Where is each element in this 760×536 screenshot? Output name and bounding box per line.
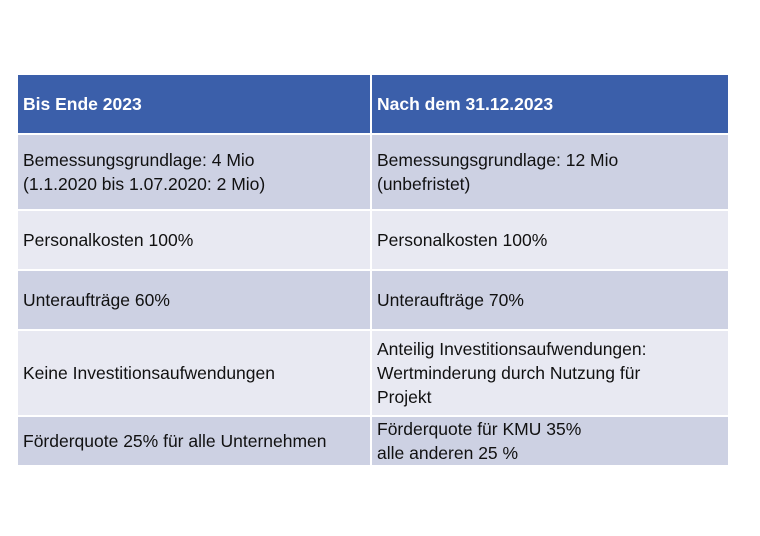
- cell-line: Unteraufträge 60%: [23, 290, 170, 310]
- header-until-end-2023: Bis Ende 2023: [18, 75, 371, 134]
- cell-investments-new: [371, 330, 728, 416]
- cell-basis-old: [18, 134, 371, 210]
- cell-line: alle anderen 25 %: [377, 443, 519, 463]
- cell-line: Projekt: [377, 387, 432, 407]
- cell-personnel-new: [371, 210, 728, 270]
- table-row-personnel: [18, 210, 728, 270]
- cell-funding-rate-new: [371, 416, 728, 465]
- cell-line: Bemessungsgrundlage: 12 Mio: [377, 150, 619, 170]
- cell-subcontracts-old: [18, 270, 371, 330]
- cell-line: Wertminderung durch Nutzung für: [377, 363, 641, 383]
- cell-line: Personalkosten 100%: [377, 230, 548, 250]
- table-row-investments: [18, 330, 728, 416]
- cell-line: Keine Investitionsaufwendungen: [23, 363, 275, 383]
- table-row-basis: [18, 134, 728, 210]
- cell-line: Bemessungsgrundlage: 4 Mio: [23, 150, 255, 170]
- table-row-funding-rate: [18, 416, 728, 465]
- cell-line: Förderquote 25% für alle Unternehmen: [23, 431, 327, 451]
- cell-line: Förderquote für KMU 35%: [377, 419, 582, 439]
- table-row-subcontracts: [18, 270, 728, 330]
- cell-line: (unbefristet): [377, 174, 471, 194]
- cell-line: Personalkosten 100%: [23, 230, 194, 250]
- cell-line: Unteraufträge 70%: [377, 290, 524, 310]
- cell-subcontracts-new: [371, 270, 728, 330]
- cell-personnel-old: [18, 210, 371, 270]
- cell-line: Anteilig Investitionsaufwendungen:: [377, 339, 647, 359]
- cell-funding-rate-old: [18, 416, 371, 465]
- header-after-2023: Nach dem 31.12.2023: [371, 75, 728, 134]
- header-row: [18, 75, 728, 134]
- cell-investments-old: [18, 330, 371, 416]
- cell-basis-new: [371, 134, 728, 210]
- cell-line: (1.1.2020 bis 1.07.2020: 2 Mio): [23, 174, 266, 194]
- comparison-table: [18, 75, 728, 465]
